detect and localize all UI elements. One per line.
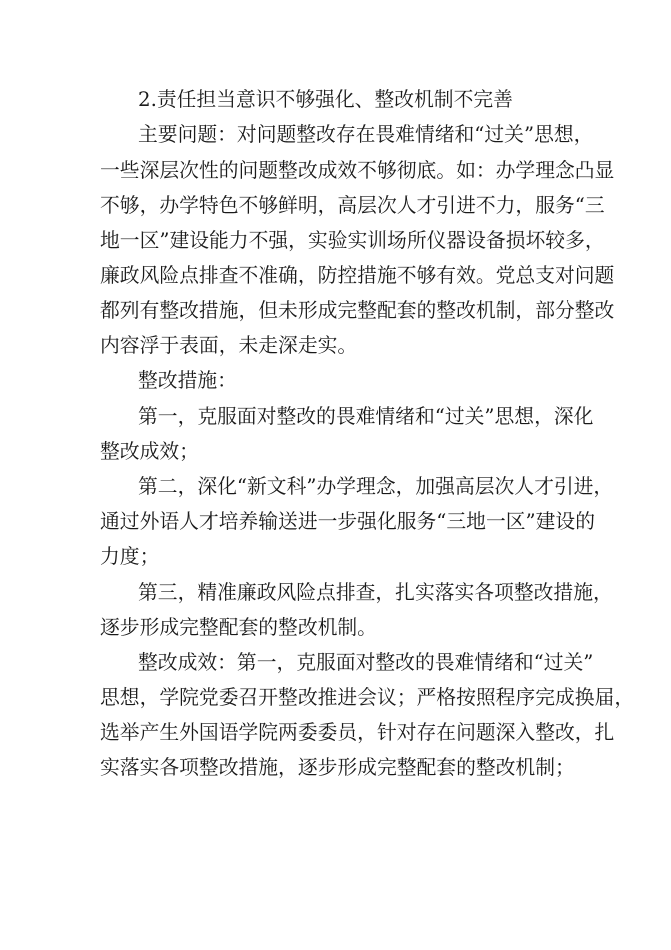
measure-3-line-1: 第三，精准廉政风险点排查，扎实落实各项整改措施， [138, 581, 613, 604]
measure-1-line-1: 第一，克服面对整改的畏难情绪和“过关”思想，深化 [138, 405, 594, 428]
measure-2-line-1: 第二，深化“新文科”办学理念，加强高层次人才引进， [138, 475, 614, 498]
results-line-3: 选举产生外国语学院两委委员，针对存在问题深入整改，扎 [100, 721, 615, 744]
measure-2-line-2: 通过外语人才培养输送进一步强化服务“三地一区”建设的 [100, 510, 595, 533]
measure-2-line-3: 力度； [100, 545, 160, 568]
problems-line-3: 不够，办学特色不够鲜明，高层次人才引进不力，服务“三 [100, 194, 605, 217]
results-line-2: 思想，学院党委召开整改推进会议；严格按照程序完成换届， [100, 686, 635, 709]
results-line-4: 实落实各项整改措施，逐步形成完整配套的整改机制； [100, 756, 575, 779]
measure-3-line-2: 逐步形成完整配套的整改机制。 [100, 616, 377, 639]
problems-line-2: 一些深层次性的问题整改成效不够彻底。如：办学理念凸显 [100, 159, 615, 182]
measures-label: 整改措施： [138, 369, 237, 392]
section-heading: 2.责任担当意识不够强化、整改机制不完善 [138, 88, 513, 111]
problems-line-7: 内容浮于表面，未走深走实。 [100, 334, 358, 357]
problems-line-5: 廉政风险点排查不准确，防控措施不够有效。党总支对问题 [100, 264, 615, 287]
problems-line-1: 主要问题：对问题整改存在畏难情绪和“过关”思想， [138, 123, 594, 146]
problems-line-6: 都列有整改措施，但未形成完整配套的整改机制，部分整改 [100, 299, 615, 322]
problems-line-4: 地一区”建设能力不强，实验实训场所仪器设备损坏较多， [100, 229, 605, 252]
results-line-1: 整改成效：第一，克服面对整改的畏难情绪和“过关” [138, 651, 594, 674]
measure-1-line-2: 整改成效； [100, 440, 199, 463]
